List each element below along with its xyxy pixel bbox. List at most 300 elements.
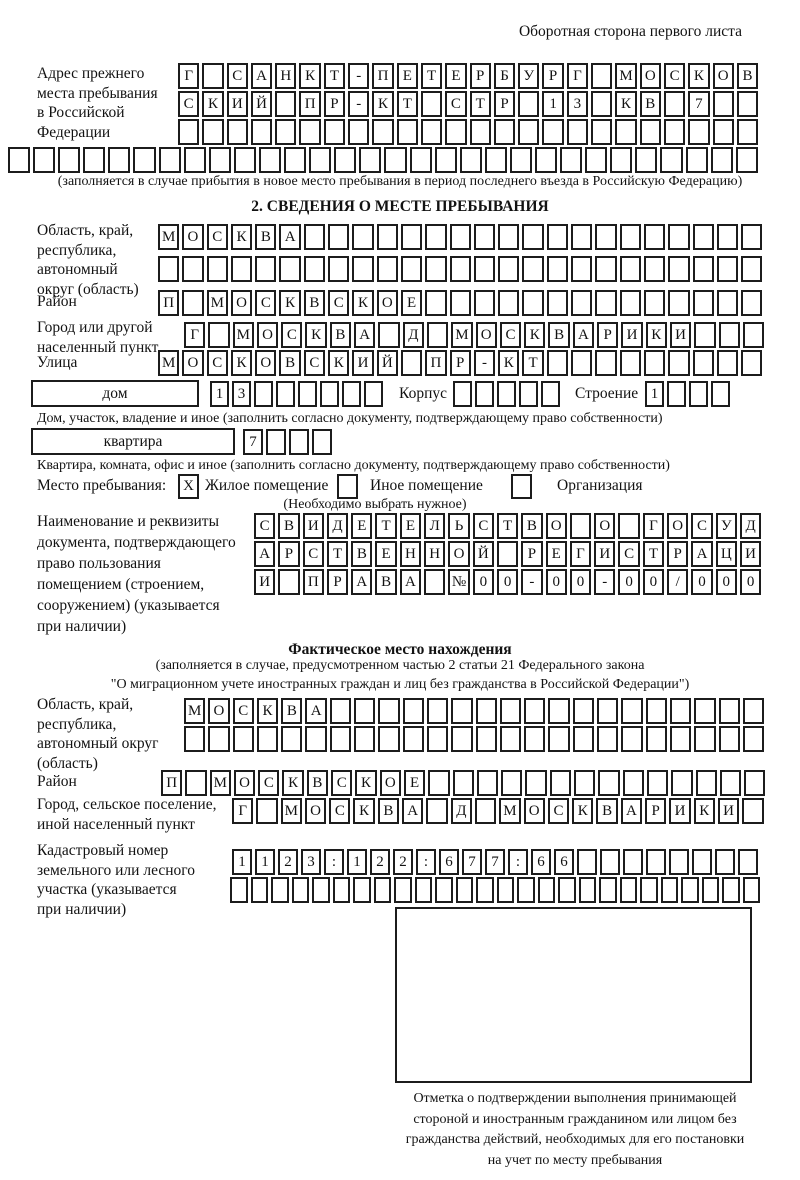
char-box[interactable] xyxy=(497,541,518,567)
char-box[interactable] xyxy=(453,770,474,796)
street-row[interactable] xyxy=(158,350,765,376)
char-box[interactable] xyxy=(717,350,738,376)
char-box[interactable] xyxy=(450,256,471,282)
char-box[interactable] xyxy=(615,119,636,145)
char-box[interactable] xyxy=(570,513,591,539)
char-box[interactable] xyxy=(275,119,296,145)
char-box[interactable] xyxy=(474,256,495,282)
char-box[interactable] xyxy=(524,726,545,752)
korpus-cells[interactable] xyxy=(453,381,563,407)
char-box[interactable] xyxy=(426,798,447,824)
char-box[interactable] xyxy=(497,381,516,407)
char-box[interactable]: № xyxy=(448,569,469,595)
char-box[interactable]: 0 xyxy=(497,569,518,595)
char-box[interactable]: В xyxy=(279,350,300,376)
char-box[interactable]: 1 xyxy=(542,91,563,117)
char-box[interactable]: Р xyxy=(521,541,542,567)
document-row-3[interactable] xyxy=(254,569,764,595)
char-box[interactable] xyxy=(737,119,758,145)
char-box[interactable]: У xyxy=(518,63,539,89)
char-box[interactable] xyxy=(738,849,758,875)
char-box[interactable]: К xyxy=(688,63,709,89)
char-box[interactable] xyxy=(378,698,399,724)
char-box[interactable]: Й xyxy=(377,350,398,376)
char-box[interactable] xyxy=(498,290,519,316)
char-box[interactable] xyxy=(599,877,617,903)
char-box[interactable] xyxy=(547,224,568,250)
char-box[interactable]: Е xyxy=(546,541,567,567)
char-box[interactable] xyxy=(668,256,689,282)
char-box[interactable] xyxy=(425,256,446,282)
char-box[interactable]: А xyxy=(621,798,642,824)
char-box[interactable] xyxy=(743,698,764,724)
char-box[interactable] xyxy=(670,698,691,724)
char-box[interactable] xyxy=(352,256,373,282)
char-box[interactable] xyxy=(577,849,597,875)
char-box[interactable]: О xyxy=(380,770,401,796)
char-box[interactable] xyxy=(694,726,715,752)
house-number-cells[interactable] xyxy=(210,381,386,407)
char-box[interactable]: О xyxy=(448,541,469,567)
char-box[interactable] xyxy=(538,877,556,903)
char-box[interactable]: А xyxy=(351,569,372,595)
char-box[interactable] xyxy=(254,381,273,407)
char-box[interactable]: Н xyxy=(400,541,421,567)
char-box[interactable] xyxy=(401,224,422,250)
char-box[interactable] xyxy=(595,350,616,376)
char-box[interactable]: У xyxy=(716,513,737,539)
char-box[interactable]: Т xyxy=(470,91,491,117)
char-box[interactable] xyxy=(251,119,272,145)
char-box[interactable]: С xyxy=(445,91,466,117)
char-box[interactable] xyxy=(573,698,594,724)
prev-address-row-1[interactable] xyxy=(178,63,761,89)
char-box[interactable] xyxy=(377,224,398,250)
char-box[interactable] xyxy=(208,322,229,348)
char-box[interactable]: Г xyxy=(567,63,588,89)
char-box[interactable] xyxy=(476,698,497,724)
stroenie-cells[interactable] xyxy=(645,381,733,407)
char-box[interactable] xyxy=(158,256,179,282)
char-box[interactable]: 1 xyxy=(645,381,664,407)
char-box[interactable]: Т xyxy=(643,541,664,567)
char-box[interactable]: К xyxy=(299,63,320,89)
char-box[interactable] xyxy=(647,770,668,796)
char-box[interactable] xyxy=(450,224,471,250)
char-box[interactable] xyxy=(571,256,592,282)
char-box[interactable] xyxy=(384,147,406,173)
char-box[interactable]: 0 xyxy=(570,569,591,595)
char-box[interactable] xyxy=(579,877,597,903)
char-box[interactable] xyxy=(548,726,569,752)
char-box[interactable] xyxy=(500,698,521,724)
char-box[interactable]: : xyxy=(416,849,436,875)
char-box[interactable]: П xyxy=(425,350,446,376)
prev-address-row-3[interactable] xyxy=(178,119,761,145)
char-box[interactable]: 0 xyxy=(618,569,639,595)
char-box[interactable] xyxy=(518,119,539,145)
char-box[interactable] xyxy=(692,849,712,875)
char-box[interactable] xyxy=(711,147,733,173)
char-box[interactable] xyxy=(498,224,519,250)
char-box[interactable]: В xyxy=(307,770,328,796)
char-box[interactable] xyxy=(8,147,30,173)
char-box[interactable]: 3 xyxy=(567,91,588,117)
char-box[interactable] xyxy=(133,147,155,173)
char-box[interactable] xyxy=(378,726,399,752)
char-box[interactable] xyxy=(720,770,741,796)
char-box[interactable] xyxy=(696,770,717,796)
char-box[interactable] xyxy=(741,224,762,250)
char-box[interactable]: Г xyxy=(232,798,253,824)
char-box[interactable] xyxy=(741,256,762,282)
char-box[interactable] xyxy=(541,381,560,407)
char-box[interactable] xyxy=(256,798,277,824)
char-box[interactable]: А xyxy=(402,798,423,824)
char-box[interactable] xyxy=(571,290,592,316)
char-box[interactable] xyxy=(621,698,642,724)
char-box[interactable] xyxy=(353,877,371,903)
char-box[interactable] xyxy=(743,877,761,903)
char-box[interactable]: С xyxy=(329,798,350,824)
char-box[interactable] xyxy=(737,91,758,117)
char-box[interactable] xyxy=(620,224,641,250)
char-box[interactable]: В xyxy=(737,63,758,89)
char-box[interactable] xyxy=(644,350,665,376)
char-box[interactable]: П xyxy=(299,91,320,117)
region-row-1[interactable] xyxy=(158,224,765,250)
char-box[interactable] xyxy=(83,147,105,173)
char-box[interactable] xyxy=(234,147,256,173)
char-box[interactable] xyxy=(401,256,422,282)
char-box[interactable] xyxy=(693,256,714,282)
char-box[interactable]: О xyxy=(377,290,398,316)
char-box[interactable]: М xyxy=(233,322,254,348)
char-box[interactable] xyxy=(623,849,643,875)
char-box[interactable] xyxy=(428,770,449,796)
char-box[interactable]: К xyxy=(328,350,349,376)
char-box[interactable]: 2 xyxy=(370,849,390,875)
char-box[interactable] xyxy=(328,256,349,282)
char-box[interactable] xyxy=(202,119,223,145)
char-box[interactable]: : xyxy=(508,849,528,875)
char-box[interactable] xyxy=(524,698,545,724)
char-box[interactable] xyxy=(403,726,424,752)
char-box[interactable]: Д xyxy=(451,798,472,824)
char-box[interactable] xyxy=(425,290,446,316)
char-box[interactable]: В xyxy=(278,513,299,539)
char-box[interactable] xyxy=(182,290,203,316)
char-box[interactable] xyxy=(424,569,445,595)
char-box[interactable] xyxy=(598,770,619,796)
char-box[interactable] xyxy=(33,147,55,173)
char-box[interactable]: 0 xyxy=(740,569,761,595)
char-box[interactable]: Е xyxy=(375,541,396,567)
char-box[interactable] xyxy=(377,256,398,282)
char-box[interactable] xyxy=(494,119,515,145)
char-box[interactable]: С xyxy=(233,698,254,724)
char-box[interactable] xyxy=(640,119,661,145)
prev-address-row-4[interactable] xyxy=(8,147,761,173)
char-box[interactable] xyxy=(474,290,495,316)
char-box[interactable] xyxy=(266,429,286,455)
char-box[interactable] xyxy=(595,256,616,282)
char-box[interactable]: О xyxy=(255,350,276,376)
char-box[interactable]: К xyxy=(694,798,715,824)
char-box[interactable] xyxy=(333,877,351,903)
char-box[interactable]: И xyxy=(621,322,642,348)
char-box[interactable] xyxy=(661,877,679,903)
char-box[interactable] xyxy=(571,224,592,250)
char-box[interactable] xyxy=(378,322,399,348)
char-box[interactable] xyxy=(257,726,278,752)
stay-type-checkbox-residential[interactable]: X xyxy=(178,474,199,499)
char-box[interactable] xyxy=(276,381,295,407)
char-box[interactable] xyxy=(251,877,269,903)
char-box[interactable] xyxy=(517,877,535,903)
char-box[interactable]: Т xyxy=(324,63,345,89)
char-box[interactable] xyxy=(693,224,714,250)
char-box[interactable]: К xyxy=(231,224,252,250)
char-box[interactable] xyxy=(548,698,569,724)
char-box[interactable]: Е xyxy=(400,513,421,539)
char-box[interactable] xyxy=(736,147,758,173)
char-box[interactable] xyxy=(689,381,708,407)
char-box[interactable]: 7 xyxy=(485,849,505,875)
char-box[interactable] xyxy=(597,726,618,752)
char-box[interactable] xyxy=(547,350,568,376)
char-box[interactable]: 6 xyxy=(439,849,459,875)
char-box[interactable]: 0 xyxy=(691,569,712,595)
char-box[interactable] xyxy=(646,726,667,752)
char-box[interactable]: А xyxy=(279,224,300,250)
actual-region-row-1[interactable] xyxy=(184,698,767,724)
char-box[interactable]: К xyxy=(572,798,593,824)
char-box[interactable]: В xyxy=(596,798,617,824)
char-box[interactable] xyxy=(713,91,734,117)
char-box[interactable]: 1 xyxy=(232,849,252,875)
char-box[interactable]: С xyxy=(255,290,276,316)
char-box[interactable] xyxy=(722,877,740,903)
char-box[interactable]: К xyxy=(524,322,545,348)
char-box[interactable]: С xyxy=(258,770,279,796)
char-box[interactable] xyxy=(330,726,351,752)
char-box[interactable]: В xyxy=(281,698,302,724)
char-box[interactable]: - xyxy=(348,63,369,89)
stay-type-checkbox-organization[interactable] xyxy=(511,474,532,499)
char-box[interactable]: М xyxy=(184,698,205,724)
char-box[interactable] xyxy=(741,290,762,316)
char-box[interactable] xyxy=(694,322,715,348)
char-box[interactable] xyxy=(574,770,595,796)
char-box[interactable]: С xyxy=(304,350,325,376)
char-box[interactable]: В xyxy=(351,541,372,567)
char-box[interactable] xyxy=(620,290,641,316)
char-box[interactable] xyxy=(550,770,571,796)
char-box[interactable]: А xyxy=(573,322,594,348)
char-box[interactable]: Е xyxy=(445,63,466,89)
char-box[interactable] xyxy=(477,770,498,796)
char-box[interactable] xyxy=(644,224,665,250)
char-box[interactable] xyxy=(702,877,720,903)
char-box[interactable] xyxy=(445,119,466,145)
char-box[interactable] xyxy=(230,877,248,903)
char-box[interactable] xyxy=(510,147,532,173)
char-box[interactable]: С xyxy=(207,224,228,250)
char-box[interactable] xyxy=(646,698,667,724)
char-box[interactable] xyxy=(476,877,494,903)
char-box[interactable] xyxy=(184,147,206,173)
char-box[interactable] xyxy=(719,322,740,348)
char-box[interactable]: 1 xyxy=(255,849,275,875)
char-box[interactable]: Е xyxy=(401,290,422,316)
char-box[interactable] xyxy=(427,322,448,348)
char-box[interactable]: П xyxy=(161,770,182,796)
char-box[interactable] xyxy=(330,698,351,724)
char-box[interactable] xyxy=(425,224,446,250)
char-box[interactable] xyxy=(421,119,442,145)
char-box[interactable] xyxy=(640,877,658,903)
char-box[interactable] xyxy=(500,726,521,752)
char-box[interactable] xyxy=(374,877,392,903)
char-box[interactable] xyxy=(209,147,231,173)
char-box[interactable] xyxy=(713,119,734,145)
char-box[interactable] xyxy=(305,726,326,752)
char-box[interactable]: В xyxy=(330,322,351,348)
char-box[interactable]: С xyxy=(303,541,324,567)
char-box[interactable] xyxy=(451,726,472,752)
char-box[interactable]: О xyxy=(667,513,688,539)
char-box[interactable] xyxy=(597,698,618,724)
char-box[interactable] xyxy=(460,147,482,173)
char-box[interactable]: И xyxy=(303,513,324,539)
char-box[interactable] xyxy=(185,770,206,796)
char-box[interactable]: С xyxy=(227,63,248,89)
apartment-number-cells[interactable] xyxy=(243,429,335,455)
char-box[interactable] xyxy=(618,513,639,539)
char-box[interactable]: - xyxy=(594,569,615,595)
char-box[interactable] xyxy=(476,726,497,752)
char-box[interactable]: С xyxy=(691,513,712,539)
char-box[interactable]: К xyxy=(305,322,326,348)
char-box[interactable] xyxy=(372,119,393,145)
char-box[interactable] xyxy=(567,119,588,145)
char-box[interactable]: К xyxy=(282,770,303,796)
char-box[interactable] xyxy=(497,877,515,903)
char-box[interactable] xyxy=(591,119,612,145)
char-box[interactable] xyxy=(591,91,612,117)
char-box[interactable]: М xyxy=(207,290,228,316)
char-box[interactable] xyxy=(233,726,254,752)
char-box[interactable] xyxy=(743,322,764,348)
char-box[interactable] xyxy=(547,290,568,316)
char-box[interactable] xyxy=(304,256,325,282)
char-box[interactable]: Р xyxy=(450,350,471,376)
char-box[interactable]: И xyxy=(352,350,373,376)
char-box[interactable] xyxy=(741,350,762,376)
char-box[interactable]: Д xyxy=(403,322,424,348)
char-box[interactable]: Г xyxy=(184,322,205,348)
char-box[interactable] xyxy=(324,119,345,145)
char-box[interactable] xyxy=(207,256,228,282)
char-box[interactable]: 0 xyxy=(546,569,567,595)
char-box[interactable]: Т xyxy=(397,91,418,117)
char-box[interactable] xyxy=(744,770,765,796)
char-box[interactable] xyxy=(58,147,80,173)
char-box[interactable] xyxy=(312,877,330,903)
char-box[interactable]: К xyxy=(353,798,374,824)
char-box[interactable] xyxy=(717,224,738,250)
char-box[interactable]: 0 xyxy=(643,569,664,595)
char-box[interactable]: 0 xyxy=(473,569,494,595)
char-box[interactable] xyxy=(475,381,494,407)
char-box[interactable]: О xyxy=(305,798,326,824)
cadastre-row-1[interactable] xyxy=(232,849,761,875)
char-box[interactable]: К xyxy=(498,350,519,376)
char-box[interactable] xyxy=(711,381,730,407)
char-box[interactable] xyxy=(309,147,331,173)
char-box[interactable]: И xyxy=(594,541,615,567)
char-box[interactable]: : xyxy=(324,849,344,875)
char-box[interactable] xyxy=(427,698,448,724)
char-box[interactable]: А xyxy=(254,541,275,567)
char-box[interactable]: С xyxy=(500,322,521,348)
char-box[interactable] xyxy=(279,256,300,282)
char-box[interactable] xyxy=(320,381,339,407)
char-box[interactable]: К xyxy=(352,290,373,316)
char-box[interactable] xyxy=(421,91,442,117)
city-row[interactable] xyxy=(184,322,767,348)
char-box[interactable]: М xyxy=(281,798,302,824)
prev-address-row-2[interactable] xyxy=(178,91,761,117)
char-box[interactable] xyxy=(202,63,223,89)
char-box[interactable]: Р xyxy=(645,798,666,824)
char-box[interactable]: И xyxy=(669,798,690,824)
char-box[interactable] xyxy=(342,381,361,407)
char-box[interactable]: О xyxy=(546,513,567,539)
region-row-2[interactable] xyxy=(158,256,765,282)
char-box[interactable]: Р xyxy=(597,322,618,348)
char-box[interactable]: С xyxy=(328,290,349,316)
char-box[interactable] xyxy=(693,350,714,376)
char-box[interactable] xyxy=(401,350,422,376)
char-box[interactable] xyxy=(573,726,594,752)
char-box[interactable] xyxy=(623,770,644,796)
char-box[interactable]: О xyxy=(713,63,734,89)
char-box[interactable] xyxy=(208,726,229,752)
char-box[interactable] xyxy=(184,726,205,752)
char-box[interactable]: 2 xyxy=(393,849,413,875)
char-box[interactable] xyxy=(453,381,472,407)
char-box[interactable]: О xyxy=(208,698,229,724)
char-box[interactable]: Т xyxy=(497,513,518,539)
char-box[interactable] xyxy=(660,147,682,173)
char-box[interactable]: А xyxy=(354,322,375,348)
char-box[interactable]: С xyxy=(254,513,275,539)
char-box[interactable]: Р xyxy=(278,541,299,567)
char-box[interactable]: С xyxy=(281,322,302,348)
char-box[interactable]: М xyxy=(615,63,636,89)
char-box[interactable] xyxy=(668,224,689,250)
char-box[interactable] xyxy=(717,256,738,282)
char-box[interactable] xyxy=(284,147,306,173)
actual-city-row[interactable] xyxy=(232,798,767,824)
char-box[interactable] xyxy=(595,224,616,250)
char-box[interactable] xyxy=(415,877,433,903)
char-box[interactable]: О xyxy=(257,322,278,348)
char-box[interactable]: И xyxy=(718,798,739,824)
char-box[interactable] xyxy=(535,147,557,173)
